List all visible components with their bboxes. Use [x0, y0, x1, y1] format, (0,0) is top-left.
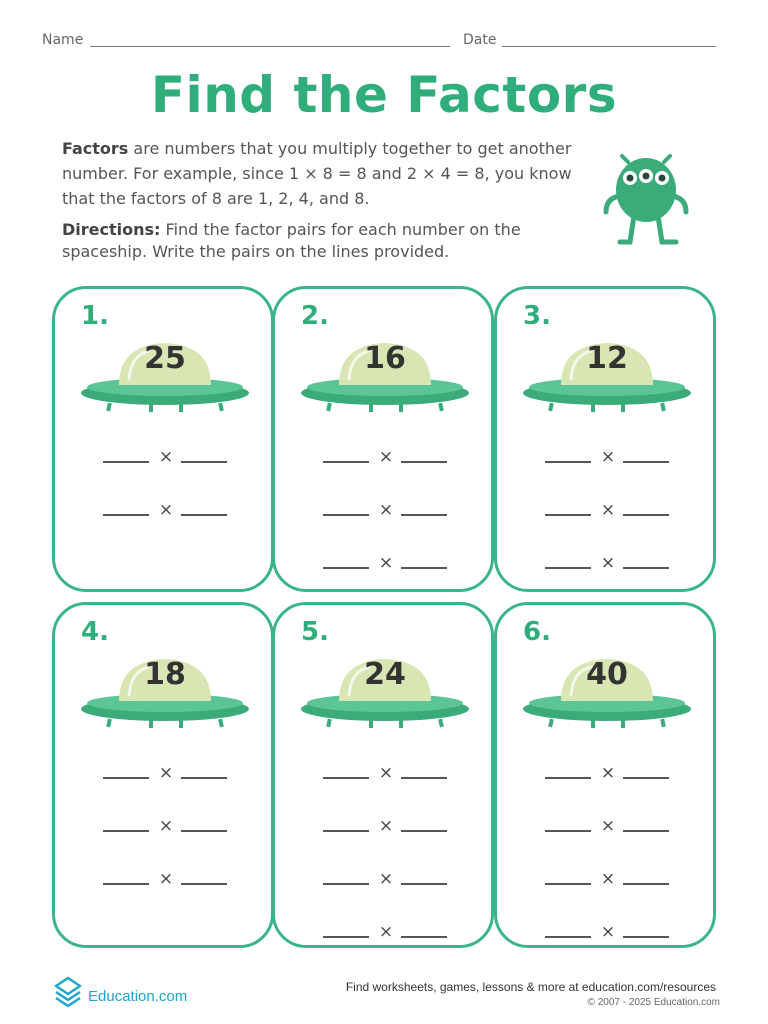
problem-card [494, 286, 716, 592]
factor-pair-row [323, 924, 453, 948]
factor-blank[interactable] [103, 830, 149, 832]
times-sign: × [600, 447, 616, 467]
factor-pair-row [103, 765, 233, 789]
factor-blank[interactable] [323, 777, 369, 779]
times-sign: × [600, 500, 616, 520]
education-logo [52, 974, 212, 1010]
times-sign: × [600, 922, 616, 942]
factor-pair-row [545, 449, 675, 473]
factor-blank[interactable] [181, 461, 227, 463]
factor-pair-row [545, 818, 675, 842]
factor-blank[interactable] [323, 936, 369, 938]
target-number: 12 [586, 341, 628, 376]
factor-blank[interactable] [323, 514, 369, 516]
brand-name: Education.com [88, 988, 188, 1005]
times-sign: × [158, 816, 174, 836]
factor-blank[interactable] [623, 461, 669, 463]
problem-number-label: 4. [81, 617, 109, 647]
times-sign: × [600, 869, 616, 889]
times-sign: × [378, 500, 394, 520]
alien-icon [600, 154, 692, 248]
factor-blank[interactable] [323, 461, 369, 463]
factor-blank[interactable] [545, 514, 591, 516]
target-number: 24 [364, 657, 406, 692]
factor-pair-row [545, 502, 675, 526]
name-date-row [42, 30, 722, 52]
problem-number-label: 6. [523, 617, 551, 647]
factor-blank[interactable] [623, 883, 669, 885]
factor-pair-row [545, 924, 675, 948]
times-sign: × [600, 763, 616, 783]
problem-number-label: 1. [81, 301, 109, 331]
factor-pair-row [103, 818, 233, 842]
directions-bold: Directions: [62, 220, 161, 239]
directions-text: Find the factor pairs for each number on the spaceship. Write the pairs on the lines provided. [62, 220, 521, 261]
times-sign: × [158, 500, 174, 520]
factor-blank[interactable] [103, 777, 149, 779]
times-sign: × [378, 553, 394, 573]
factor-blank[interactable] [323, 830, 369, 832]
target-number: 16 [364, 341, 406, 376]
factor-blank[interactable] [545, 936, 591, 938]
factor-blank[interactable] [181, 514, 227, 516]
factor-pair-row [323, 449, 453, 473]
factor-blank[interactable] [103, 514, 149, 516]
intro-text: are numbers that you multiply together to get another number. For example, since 1 × 8 = 8 and 2 × 4 = 8, you know that the factors of 8 are 1, 2, 4, and 8. [62, 139, 572, 208]
problem-card [272, 602, 494, 948]
intro-paragraph [62, 136, 602, 211]
page-title: Find the Factors [150, 66, 618, 124]
factor-blank[interactable] [401, 514, 447, 516]
factor-blank[interactable] [545, 567, 591, 569]
factor-pair-row [103, 871, 233, 895]
factor-pair-row [323, 871, 453, 895]
factor-pair-row [323, 818, 453, 842]
target-number: 25 [144, 341, 186, 376]
times-sign: × [378, 763, 394, 783]
factor-blank[interactable] [623, 777, 669, 779]
footer-copyright: © 2007 - 2025 Education.com [587, 997, 720, 1008]
factor-pair-row [545, 871, 675, 895]
problem-number-label: 3. [523, 301, 551, 331]
education-logo-icon [52, 974, 84, 1008]
times-sign: × [378, 922, 394, 942]
target-number: 18 [144, 657, 186, 692]
name-line[interactable] [90, 46, 450, 47]
factor-blank[interactable] [545, 777, 591, 779]
times-sign: × [158, 763, 174, 783]
factor-blank[interactable] [181, 777, 227, 779]
factor-pair-row [103, 502, 233, 526]
factor-blank[interactable] [623, 567, 669, 569]
factor-blank[interactable] [623, 830, 669, 832]
target-number: 40 [586, 657, 628, 692]
factor-blank[interactable] [103, 883, 149, 885]
factor-blank[interactable] [545, 461, 591, 463]
factor-pair-row [323, 555, 453, 579]
problem-card [52, 602, 274, 948]
intro-bold: Factors [62, 139, 129, 158]
times-sign: × [158, 869, 174, 889]
factor-blank[interactable] [401, 567, 447, 569]
factor-pair-row [323, 765, 453, 789]
factor-blank[interactable] [623, 514, 669, 516]
times-sign: × [378, 447, 394, 467]
problem-card [494, 602, 716, 948]
factor-pair-row [545, 555, 675, 579]
factor-blank[interactable] [545, 830, 591, 832]
factor-blank[interactable] [323, 567, 369, 569]
factor-blank[interactable] [545, 883, 591, 885]
times-sign: × [158, 447, 174, 467]
factor-blank[interactable] [401, 936, 447, 938]
factor-blank[interactable] [401, 777, 447, 779]
problem-card [272, 286, 494, 592]
factor-blank[interactable] [181, 830, 227, 832]
factor-blank[interactable] [401, 883, 447, 885]
problem-number-label: 2. [301, 301, 329, 331]
date-label: Date [463, 32, 497, 48]
factor-pair-row [323, 502, 453, 526]
times-sign: × [378, 816, 394, 836]
factor-blank[interactable] [401, 461, 447, 463]
factor-blank[interactable] [103, 461, 149, 463]
times-sign: × [378, 869, 394, 889]
times-sign: × [600, 553, 616, 573]
factor-pair-row [103, 449, 233, 473]
footer-tagline[interactable]: Find worksheets, games, lessons & more at education.com/resources [345, 980, 716, 994]
factor-blank[interactable] [623, 936, 669, 938]
date-line[interactable] [502, 46, 716, 47]
factor-blank[interactable] [181, 883, 227, 885]
factor-pair-row [545, 765, 675, 789]
directions-paragraph [62, 219, 602, 263]
factor-blank[interactable] [323, 883, 369, 885]
name-label: Name [42, 32, 84, 48]
factor-blank[interactable] [401, 830, 447, 832]
times-sign: × [600, 816, 616, 836]
problem-number-label: 5. [301, 617, 329, 647]
problem-card [52, 286, 274, 592]
